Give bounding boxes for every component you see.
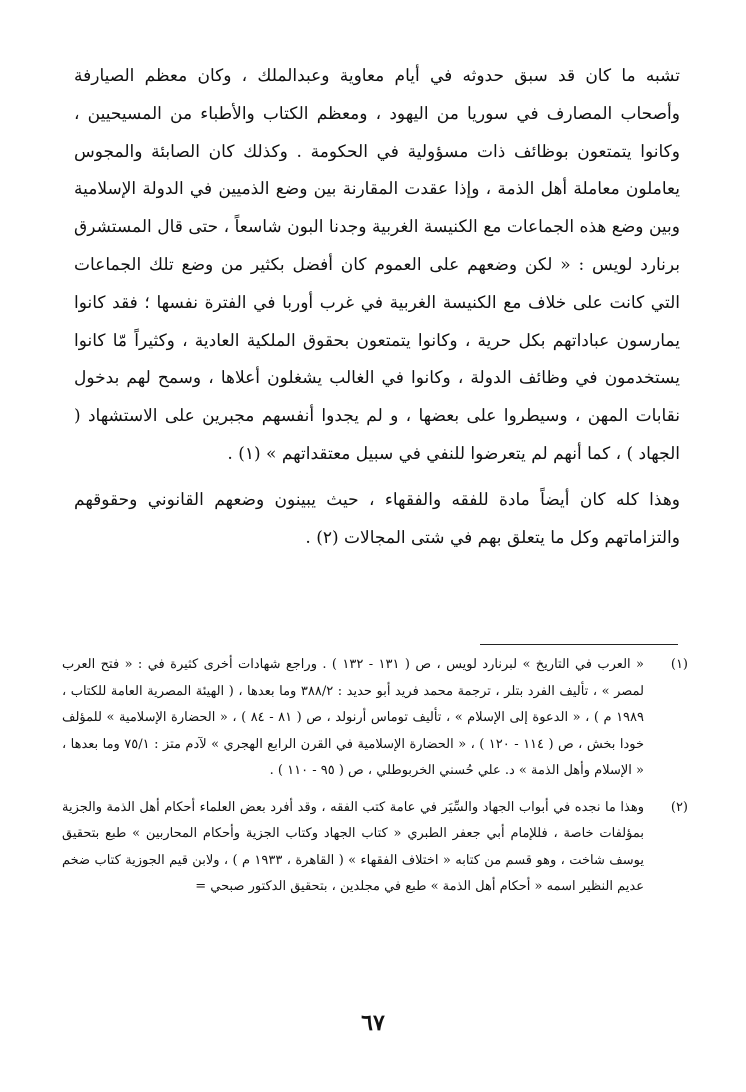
paragraph: تشبه ما كان قد سبق حدوثه في أيام معاوية وعبدالملك ، وكان معظم الصيارفة وأصحاب المصارف في سوريا من اليهود ، ومعظم الكتاب والأطباء من المسيحيين ، وكانوا يتمتعون بوظائف ذات مسؤولية في الحكومة . وكذلك كان الصابئة والمجوس يعاملون معاملة أهل الذمة ، وإذا عقدت المقارنة بين وضع الذميين في الدولة الإسلامية وبين وضع هذه الجماعات مع الكنيسة الغربية وجدنا البون شاسعاً ، حتى قال المستشرق برنارد لويس : « لكن وضعهم على العموم كان أفضل بكثير من وضع تلك الجماعات التي كانت على خلاف مع الكنيسة الغربية في غرب أوربا في الفترة نفسها ؛ فقد كانوا يمارسون عباداتهم بكل حرية ، وكانوا يتمتعون بحقوق الملكية العادية ، وكثيراً مّا كانوا يستخدمون في وظائف الدولة ، وكانوا في الغالب يشغلون أعلاها ، وسمح لهم بدخول نقابات المهن ، وسيطروا على بعضها ، و لم يجدوا أنفسهم مجبرين على الاستشهاد ( الجهاد ) ، كما أنهم لم يتعرضوا للنفي في سبيل معتقداتهم » (١) . bbox=[74, 66, 680, 464]
footnotes bbox=[62, 652, 688, 901]
footnote-number: (١) bbox=[670, 657, 688, 672]
footnote bbox=[62, 652, 688, 785]
footnote-text: « العرب في التاريخ » لبرنارد لويس ، ص ( ١٣١ - ١٣٢ ) . وراجع شهادات أخرى كثيرة في : « فتح العرب لمصر » ، تأليف الفرد بتلر ، ترجمة محمد فريد أبو حديد : ٣٨٨/٢ وما بعدها ، ( الهيئة المصرية العامة للكتاب ، ١٩٨٩ م ) ، « الدعوة إلى الإسلام » ، تأليف توماس أرنولد ، ص ( ٨١ - ٨٤ ) ، « الحضارة الإسلامية » للمؤلف خودا بخش ، ص ( ١١٤ - ١٢٠ ) ، « الحضارة الإسلامية في القرن الرابع الهجري » لآدم متز : ٧٥/١ وما بعدها ، « الإسلام وأهل الذمة » د. علي حُسني الخربوطلي ، ص ( ٩٥ - ١١٠ ) . bbox=[62, 657, 645, 778]
page-number: ٦٧ bbox=[361, 1010, 385, 1036]
footnote-number: (٢) bbox=[670, 799, 688, 815]
footnote-text: وهذا ما نجده في أبواب الجهاد والسِّيَر في عامة كتب الفقه ، وقد أفرد بعض العلماء أحكام أهل الذمة والجزية بمؤلفات خاصة ، فللإمام أبي جعفر الطبري « كتاب الجهاد وكتاب الجزية وأحكام المحاربين » طبع بتحقيق يوسف شاخت ، وهو قسم من كتابه « اختلاف الفقهاء » ( القاهرة ، ١٩٣٣ م ) ، ولابن قيم الجوزية كتاب ضخم عديم النظير اسمه « أحكام أهل الذمة » طبع في مجلدين ، بتحقيق الدكتور صبحي = bbox=[62, 799, 644, 894]
footnote-separator bbox=[480, 644, 678, 645]
footnote bbox=[62, 795, 688, 901]
main-text bbox=[74, 58, 680, 557]
paragraph: وهذا كله كان أيضاً مادة للفقه والفقهاء ، حيث يبينون وضعهم القانوني وحقوقهم والتزاماتهم وكل ما يتعلق بهم في شتى المجالات (٢) . bbox=[74, 489, 680, 548]
